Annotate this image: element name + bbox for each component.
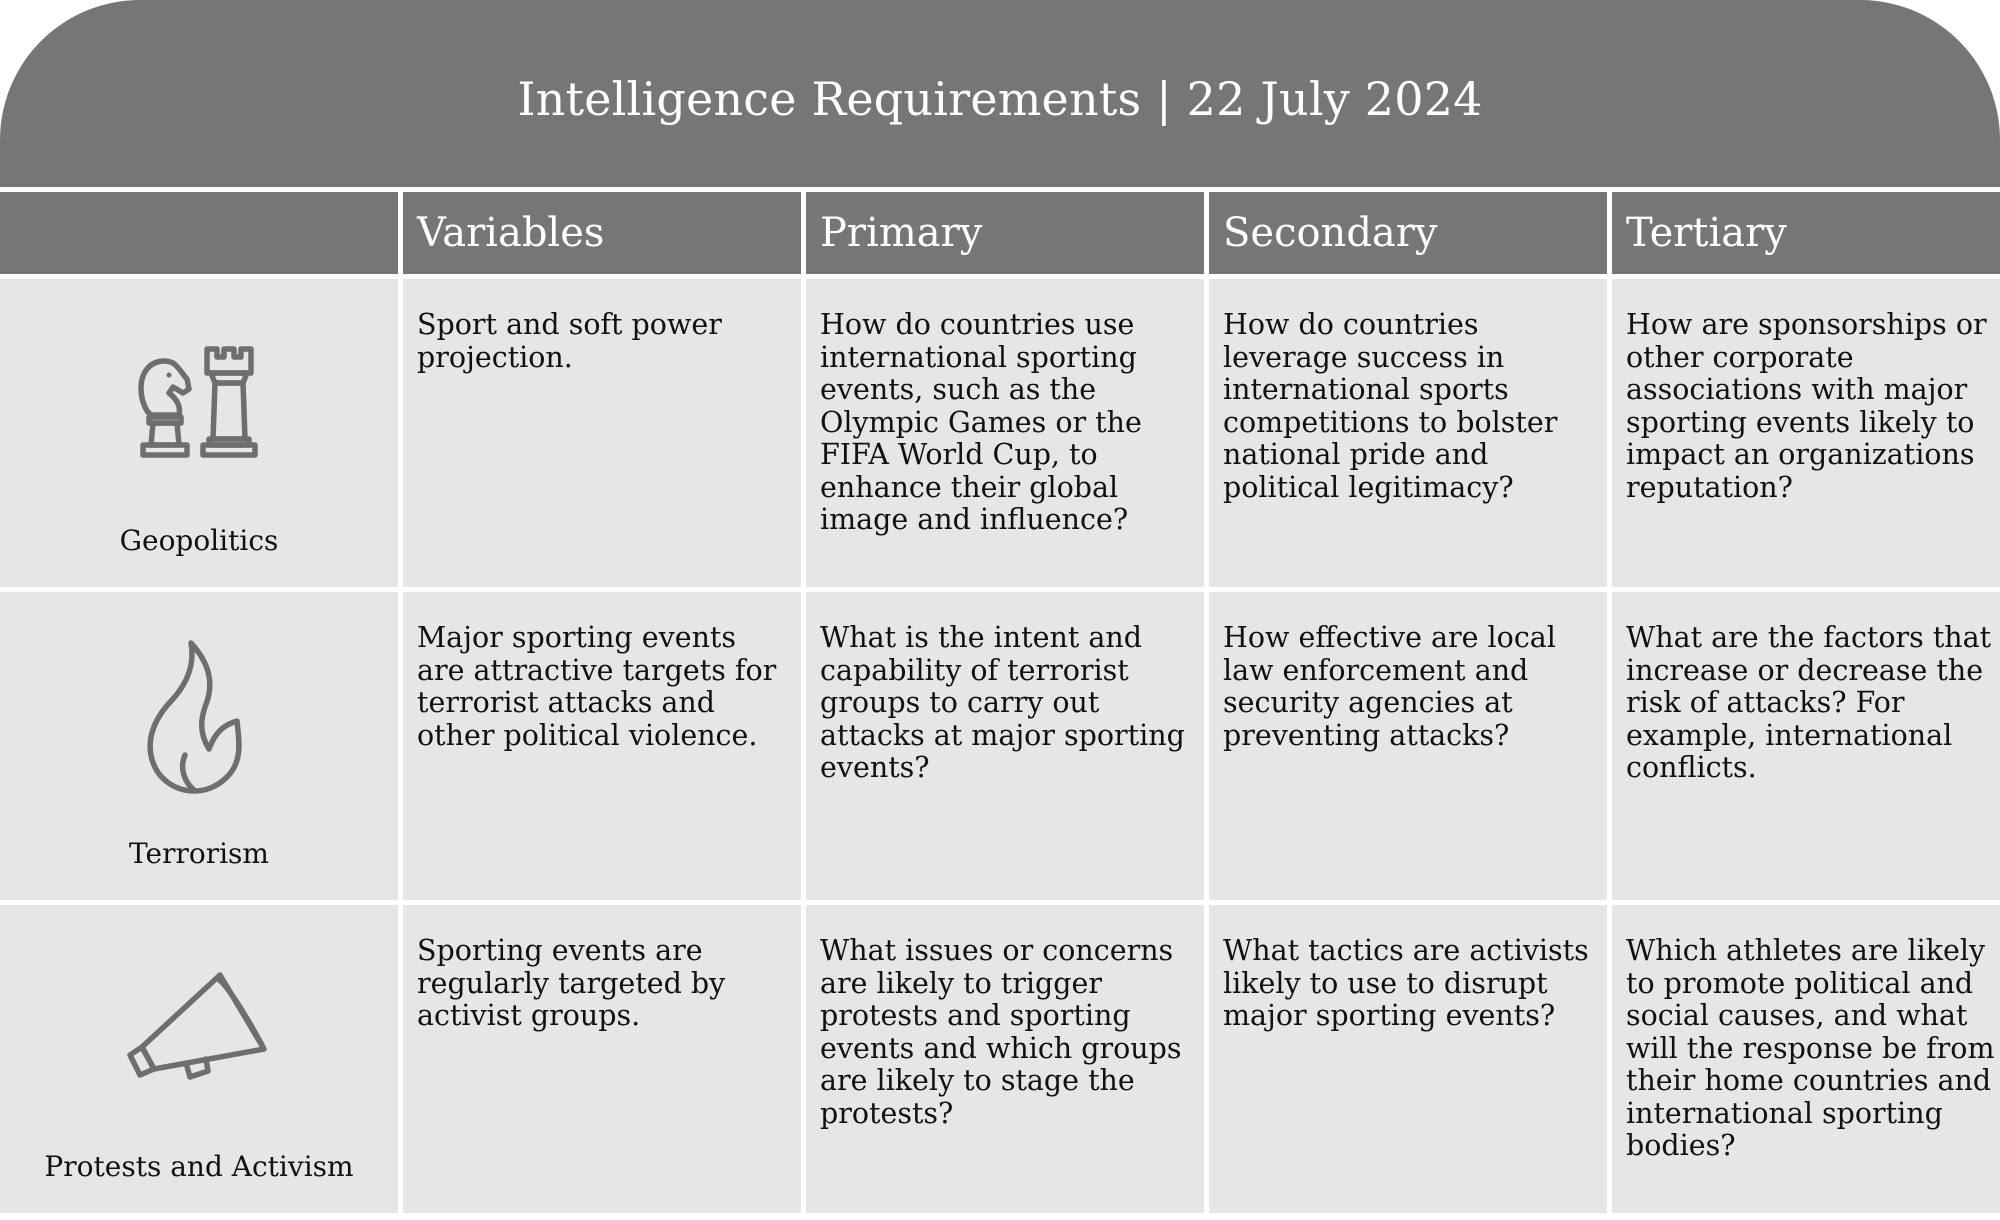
header-category-corner: [0, 192, 398, 274]
tertiary-cell: Which athletes are likely to promote political and social causes, and what will the response be from their home countries and international sporting bodies?: [1612, 905, 2000, 1213]
flame-icon: [0, 642, 398, 792]
chess-pieces-icon: [0, 329, 398, 479]
tertiary-cell: What are the factors that increase or decrease the risk of attacks? For example, international conflicts.: [1612, 592, 2000, 900]
category-cell-terrorism: [0, 592, 398, 900]
title-banner: [0, 0, 2000, 187]
secondary-cell: How effective are local law enforcement and security agencies at preventing attacks?: [1209, 592, 1607, 900]
variables-cell: Sporting events are regularly targeted by activist groups.: [403, 905, 801, 1213]
requirements-table: [0, 192, 2000, 1213]
column-header-variables: Variables: [403, 192, 801, 274]
secondary-cell: How do countries leverage success in international sports competitions to bolster national pride and political legitimacy?: [1209, 279, 1607, 587]
category-cell-protests-activism: [0, 905, 398, 1213]
category-label: Geopolitics: [119, 524, 279, 557]
column-header-secondary: Secondary: [1209, 192, 1607, 274]
category-label: Protests and Activism: [44, 1150, 354, 1183]
megaphone-icon: [0, 955, 398, 1105]
column-header-primary: Primary: [806, 192, 1204, 274]
category-label: Terrorism: [129, 837, 269, 870]
page-title: Intelligence Requirements | 22 July 2024: [517, 71, 1483, 126]
primary-cell: What is the intent and capability of terrorist groups to carry out attacks at major sporting events?: [806, 592, 1204, 900]
tertiary-cell: How are sponsorships or other corporate associations with major sporting events likely to impact an organizations reputation?: [1612, 279, 2000, 587]
variables-cell: Sport and soft power projection.: [403, 279, 801, 587]
primary-cell: How do countries use international sporting events, such as the Olympic Games or the FIFA World Cup, to enhance their global image and influence?: [806, 279, 1204, 587]
category-cell-geopolitics: [0, 279, 398, 587]
primary-cell: What issues or concerns are likely to trigger protests and sporting events and which groups are likely to stage the protests?: [806, 905, 1204, 1213]
variables-cell: Major sporting events are attractive targets for terrorist attacks and other political violence.: [403, 592, 801, 900]
secondary-cell: What tactics are activists likely to use to disrupt major sporting events?: [1209, 905, 1607, 1213]
column-header-tertiary: Tertiary: [1612, 192, 2000, 274]
